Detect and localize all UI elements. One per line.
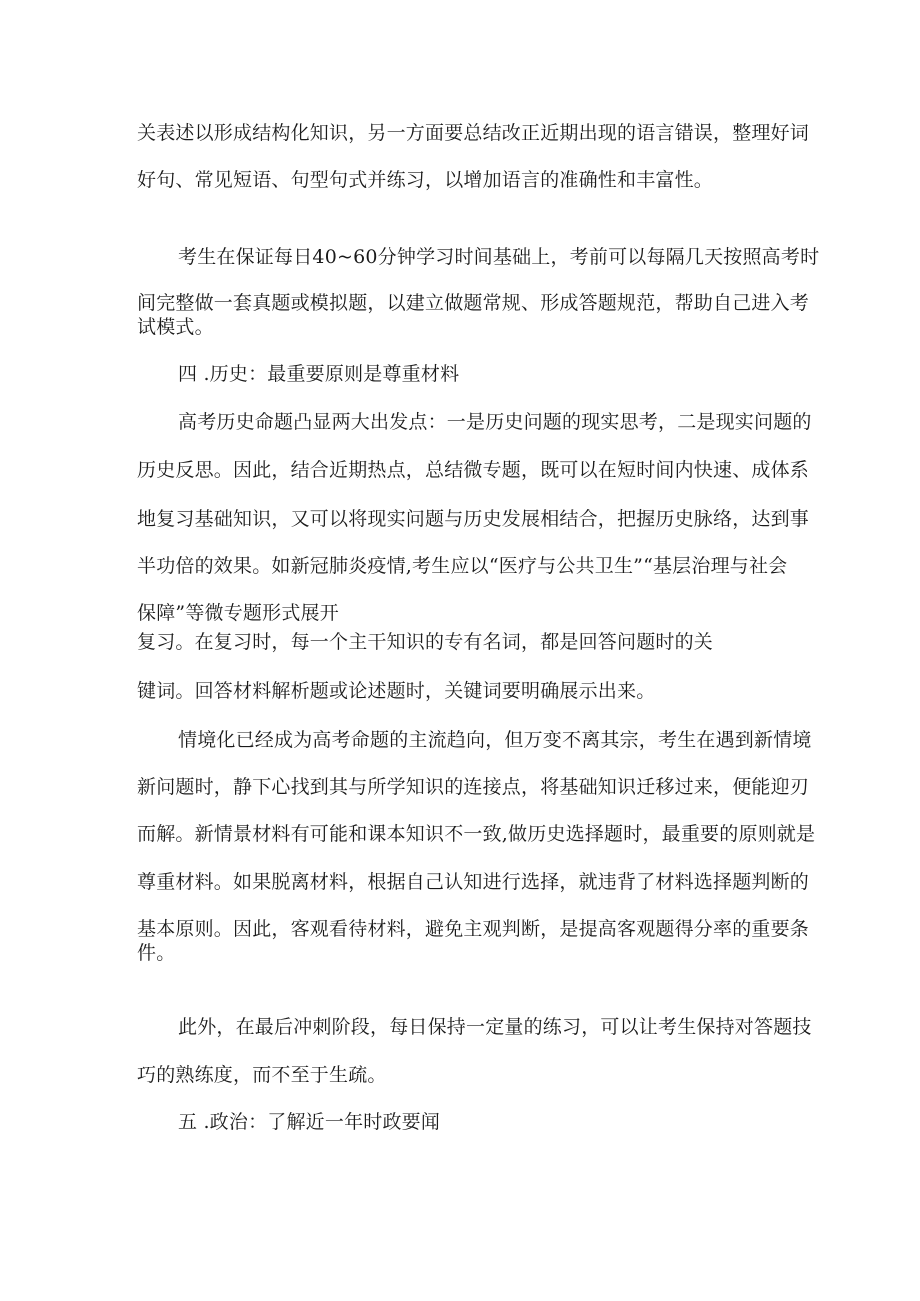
- paragraph-line: 而解。新情景材料有可能和课本知识不一致,做历史选择题时，最重要的原则就是: [137, 823, 816, 845]
- paragraph-line: 基本原则。因此，客观看待材料，避免主观判断，是提高客观题得分率的重要条: [137, 918, 810, 940]
- paragraph-line: 新问题时，静下心找到其与所学知识的连接点，将基础知识迁移过来，便能迎刃: [137, 776, 810, 798]
- paragraph-line: 高考历史命题凸显两大出发点：一是历史问题的现实思考，二是现实问题的: [178, 411, 812, 433]
- paragraph-line: 试模式。: [137, 316, 214, 338]
- paragraph-line: 键词。回答材料解析题或论述题时，关键词要明确展示出来。: [137, 680, 656, 702]
- paragraph-line: 考生在保证每日40~60分钟学习时间基础上，考前可以每隔几天按照高考时: [178, 246, 820, 268]
- paragraph-line: 好句、常见短语、句型句式并练习，以增加语言的准确性和丰富性。: [137, 169, 714, 191]
- paragraph-line: 巧的熟练度，而不至于生疏。: [137, 1064, 387, 1086]
- section-heading-history: 四 .历史：最重要原则是尊重材料: [178, 363, 460, 385]
- paragraph-line: 间完整做一套真题或模拟题，以建立做题常规、形成答题规范，帮助自己进入考: [137, 292, 810, 314]
- paragraph-line: 半功倍的效果。如新冠肺炎疫情,考生应以“医疗与公共卫生”“基层治理与社会: [137, 555, 788, 577]
- paragraph-line: 件。: [137, 942, 176, 964]
- section-heading-politics: 五 .政治：了解近一年时政要闻: [178, 1111, 441, 1133]
- paragraph-line: 地复习基础知识，又可以将现实问题与历史发展相结合，把握历史脉络，达到事: [137, 508, 810, 530]
- paragraph-line: 历史反思。因此，结合近期热点，总结微专题，既可以在短时间内快速、成体系: [137, 459, 810, 481]
- paragraph-line: 情境化已经成为高考命题的主流趋向，但万变不离其宗，考生在遇到新情境: [178, 729, 812, 751]
- paragraph-line: 尊重材料。如果脱离材料，根据自己认知进行选择，就违背了材料选择题判断的: [137, 871, 810, 893]
- paragraph-line: 复习。在复习时，每一个主干知识的专有名词，都是回答问题时的关: [137, 631, 714, 653]
- paragraph-line: 此外，在最后冲刺阶段，每日保持一定量的练习，可以让考生保持对答题技: [178, 1016, 812, 1038]
- paragraph-line: 保障”等微专题形式展开: [137, 602, 339, 624]
- paragraph-line: 关表述以形成结构化知识，另一方面要总结改正近期出现的语言错误，整理好词: [137, 122, 810, 144]
